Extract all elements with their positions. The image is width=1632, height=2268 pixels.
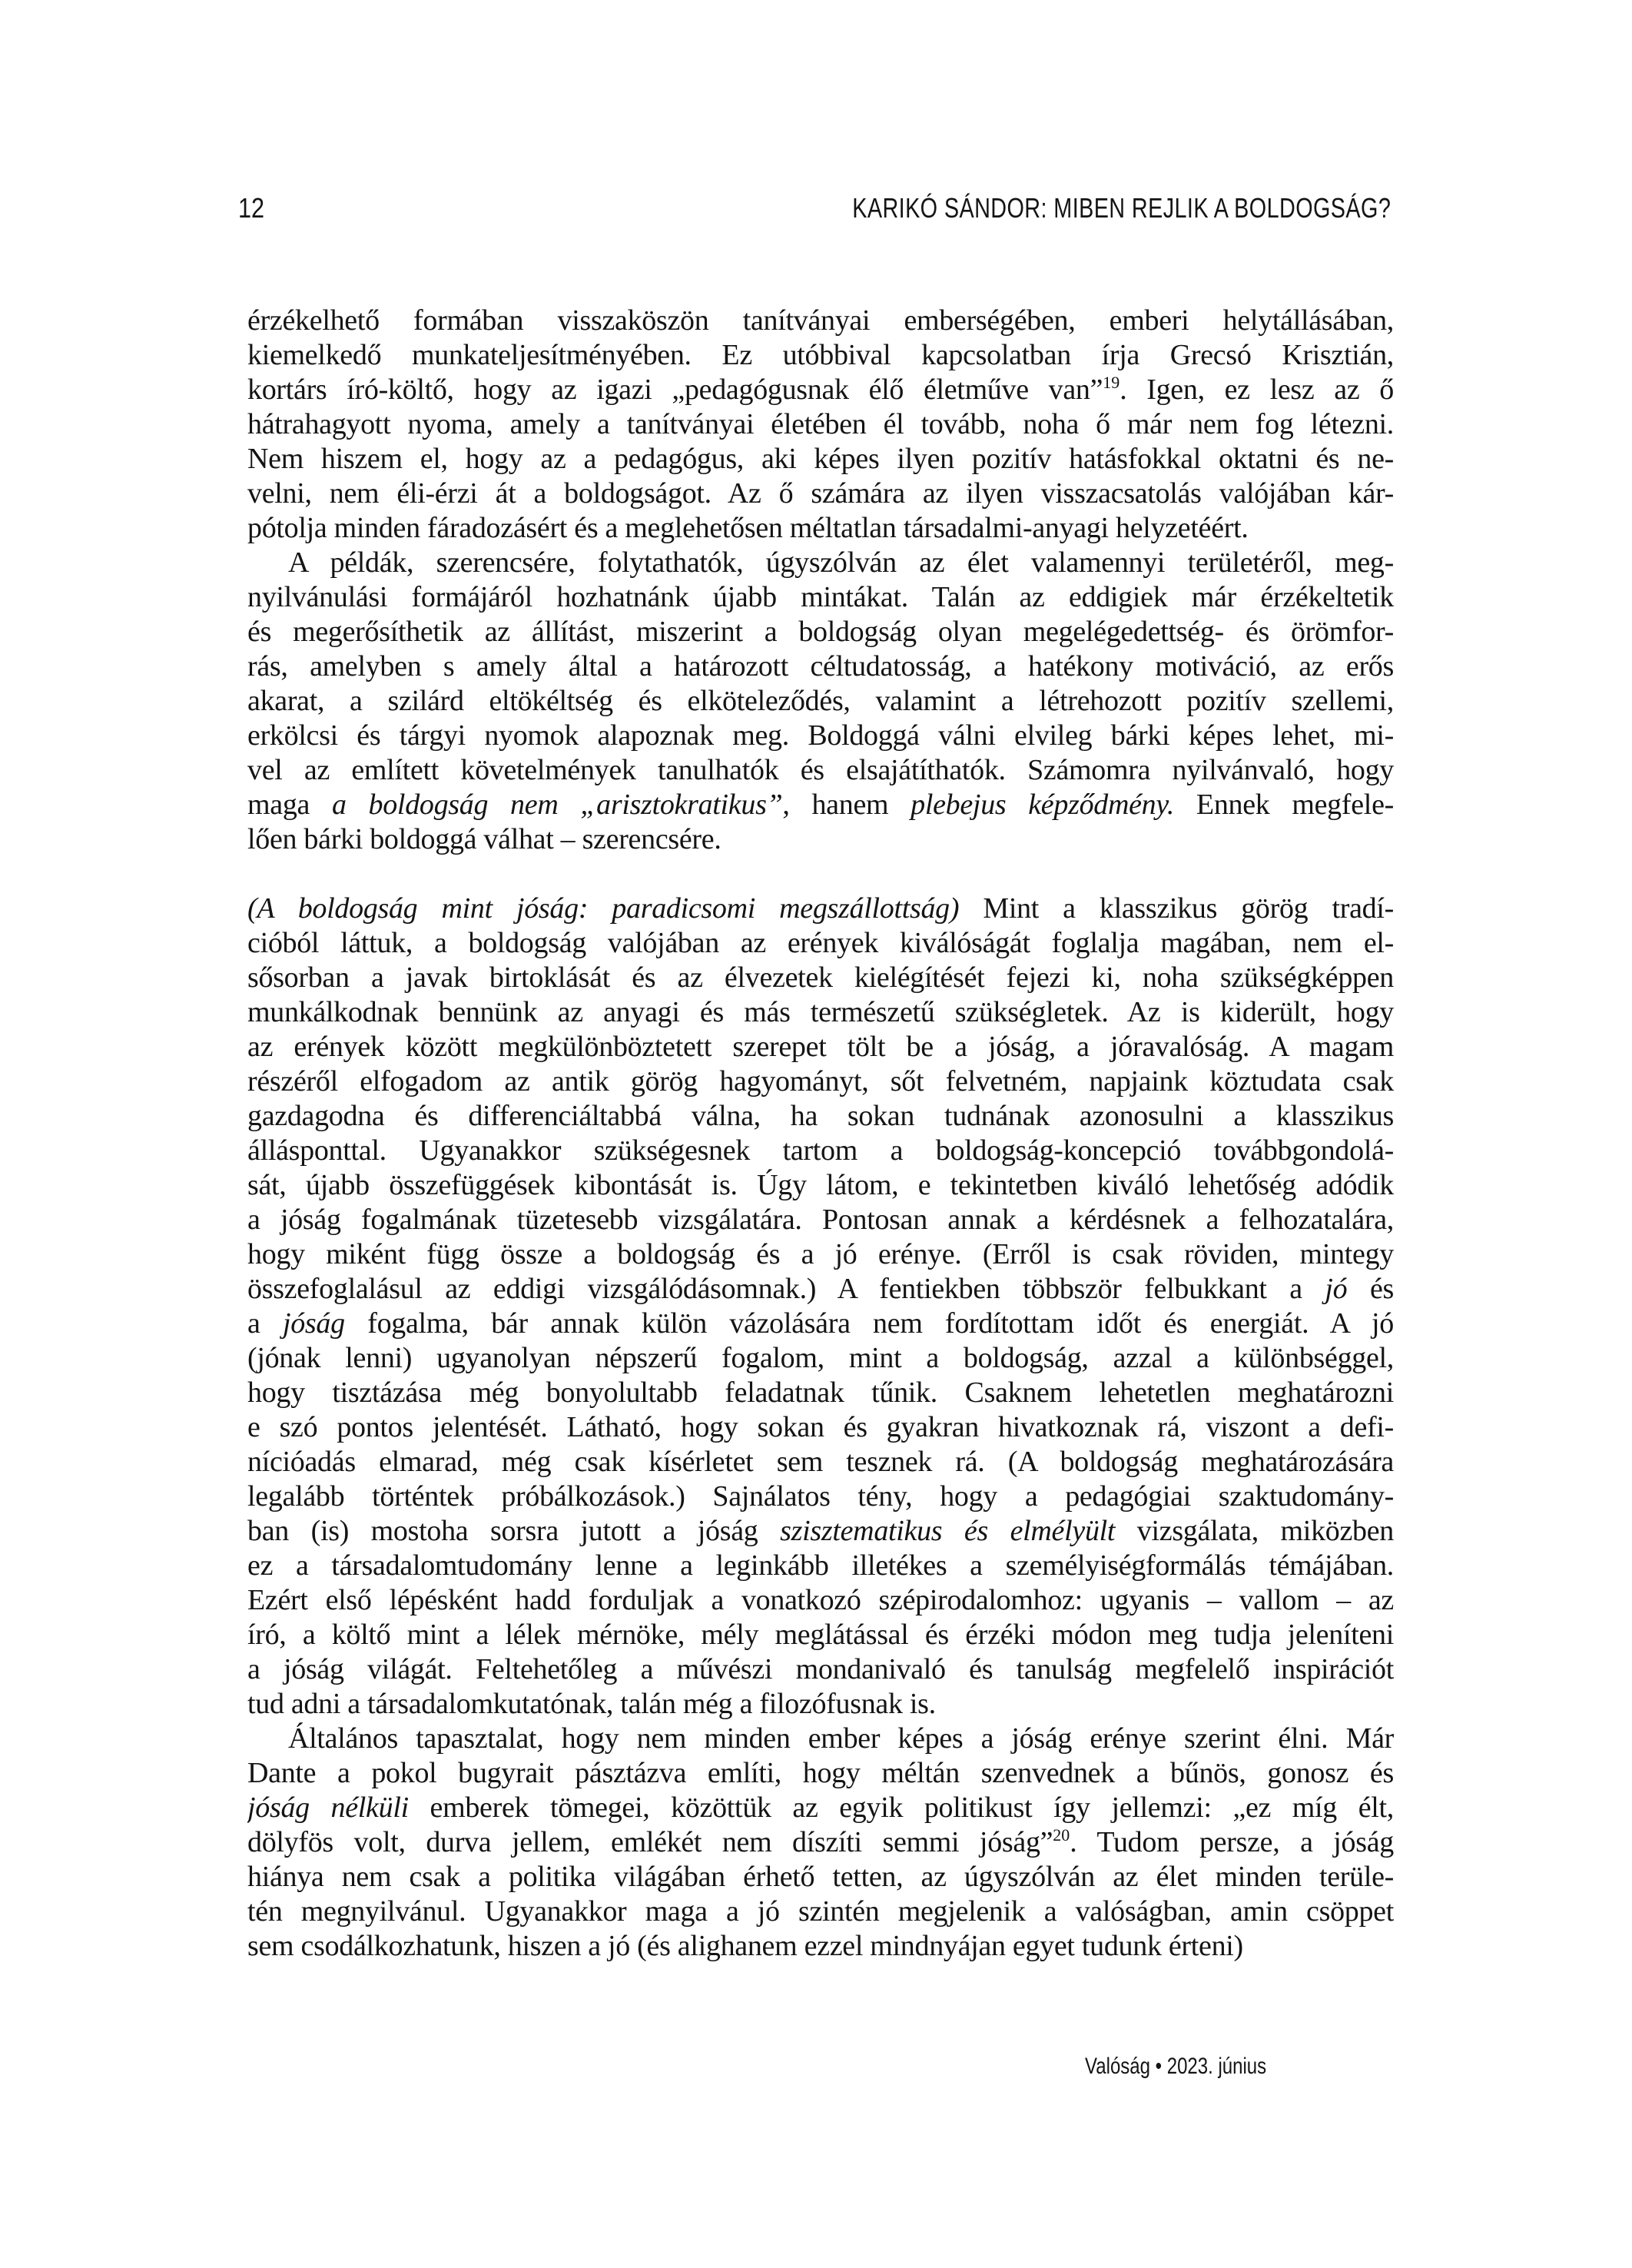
text-line: jóság nélküli emberek tömegei, közöttük az egyik politikust így jellemzi: „ez míg élt, (247, 1791, 1394, 1824)
text-line: velni, nem éli-érzi át a boldogságot. Az ő számára az ilyen visszacsatolás valójában kár- (247, 477, 1394, 510)
text-line: összefoglalásul az eddigi vizsgálódásomnak.) A fentiekben többször felbukkant a jó és (247, 1273, 1394, 1305)
paragraph (247, 892, 1394, 1722)
text-line: sősorban a javak birtoklását és az élvezetek kielégítését fejezi ki, noha szükségképpen (247, 961, 1394, 994)
text-line: akarat, a szilárd eltökéltség és elköteleződés, valamint a létrehozott pozitív szellemi, (247, 685, 1394, 717)
body-text (247, 304, 1394, 1964)
text-line: hogy miként függ össze a boldogság és a jó erénye. (Erről is csak röviden, mintegy (247, 1238, 1394, 1270)
text-line: (A boldogság mint jóság: paradicsomi megszállottság) Mint a klasszikus görög tradí- (247, 892, 1394, 925)
text-line: erkölcsi és tárgyi nyomok alapoznak meg. Boldoggá válni elvileg bárki képes lehet, mi- (247, 719, 1394, 752)
running-header-title: KARIKÓ SÁNDOR: MIBEN REJLIK A BOLDOGSÁG? (852, 192, 1391, 224)
text-line: az erények között megkülönböztetett szerepet tölt be a jóság, a jóravalóság. A magam (247, 1031, 1394, 1063)
text-line: rás, amelyben s amely által a határozott céltudatosság, a hatékony motiváció, az erős (247, 650, 1394, 682)
text-line: a jóság fogalma, bár annak külön vázolására nem fordítottam időt és energiát. A jó (247, 1307, 1394, 1340)
text-line: lően bárki boldoggá válhat – szerencsére. (247, 823, 721, 855)
text-line: részéről elfogadom az antik görög hagyományt, sőt felvetném, napjaink köztudata csak (247, 1065, 1394, 1097)
text-line: vel az említett követelmények tanulhatók és elsajátíthatók. Számomra nyilvánvaló, hogy (247, 754, 1394, 786)
text-line: sát, újabb összefüggések kibontását is. Úgy látom, e tekintetben kiváló lehetőség adódik (247, 1169, 1394, 1201)
text-line: kiemelkedő munkateljesítményében. Ez utóbbival kapcsolatban írja Grecsó Krisztián, (247, 339, 1394, 371)
text-line: Dante a pokol bugyrait pásztázva említi, hogy méltán szenvednek a bűnös, gonosz és (247, 1757, 1394, 1789)
text-line: Ezért első lépésként hadd forduljak a vonatkozó szépirodalomhoz: ugyanis – vallom – az (247, 1584, 1394, 1616)
text-line: érzékelhető formában visszaköszön tanítványai emberségében, emberi helytállásában, (247, 304, 1394, 337)
text-line: ban (is) mostoha sorsra jutott a jóság szisztematikus és elmélyült vizsgálata, miközben (247, 1515, 1394, 1547)
text-line: hiánya nem csak a politika világában érhető tetten, az úgyszólván az élet minden terüle- (247, 1861, 1394, 1893)
text-line: hogy tisztázása még bonyolultabb feladatnak tűnik. Csaknem lehetetlen meghatározni (247, 1376, 1394, 1409)
text-line: e szó pontos jelentését. Látható, hogy sokan és gyakran hivatkoznak rá, viszont a defi- (247, 1411, 1394, 1443)
text-line: dölyfös volt, durva jellem, emlékét nem díszíti semmi jóság”$^{20}$. Tudom persze, a jóság (247, 1825, 1394, 1858)
footer-journal-issue: Valóság • 2023. június (1084, 2054, 1266, 2079)
text-line: a jóság világát. Feltehetőleg a művészi mondanivaló és tanulság megfelelő inspirációt (247, 1653, 1394, 1685)
text-line: pótolja minden fáradozásért és a meglehetősen méltatlan társadalmi-anyagi helyzetéért. (247, 512, 1249, 544)
text-line: és megerősíthetik az állítást, miszerint a boldogság olyan megelégedettség- és örömfor- (247, 616, 1394, 648)
paragraph (247, 546, 1394, 857)
text-line: A példák, szerencsére, folytathatók, úgyszólván az élet valamennyi területéről, meg- (288, 546, 1394, 579)
text-line: nyilvánulási formájáról hozhatnánk újabb mintákat. Talán az eddigiek már érzékeltetik (247, 581, 1394, 613)
text-line: munkálkodnak bennünk az anyagi és más természetű szükségletek. Az is kiderült, hogy (247, 996, 1394, 1028)
text-line: Nem hiszem el, hogy az a pedagógus, aki képes ilyen pozitív hatásfokkal oktatni és ne- (247, 443, 1394, 475)
text-line: tén megnyilvánul. Ugyanakkor maga a jó szintén megjelenik a valóságban, amin csöppet (247, 1895, 1394, 1928)
text-line: (jónak lenni) ugyanolyan népszerű fogalom, mint a boldogság, azzal a különbséggel, (247, 1342, 1394, 1374)
text-line: a jóság fogalmának tüzetesebb vizsgálatára. Pontosan annak a kérdésnek a felhozatalára, (247, 1204, 1394, 1236)
text-line: Általános tapasztalat, hogy nem minden ember képes a jóság erénye szerint élni. Már (288, 1722, 1394, 1755)
text-line: kortárs író-költő, hogy az igazi „pedagógusnak élő életműve van”$^{19}$. Igen, ez lesz az ő (247, 373, 1394, 406)
paragraph (247, 304, 1394, 546)
text-line: gazdagodna és differenciáltabbá válna, ha sokan tudnának azonosulni a klasszikus (247, 1100, 1394, 1132)
text-line: hátrahagyott nyoma, amely a tanítványai életében él tovább, noha ő már nem fog létezni. (247, 408, 1394, 440)
text-line: cióból láttuk, a boldogság valójában az erények kiválóságát foglalja magában, nem el- (247, 927, 1394, 959)
text-line: maga a boldogság nem „arisztokratikus”, hanem plebejus képződmény. Ennek megfele- (247, 789, 1394, 821)
text-line: legalább történtek próbálkozások.) Sajnálatos tény, hogy a pedagógiai szaktudomány- (247, 1480, 1394, 1513)
text-line: állásponttal. Ugyanakkor szükségesnek tartom a boldogság-koncepció továbbgondolá- (247, 1134, 1394, 1167)
paragraph (247, 1722, 1394, 1964)
text-line: író, a költő mint a lélek mérnöke, mély meglátással és érzéki módon meg tudja jeleníteni (247, 1619, 1394, 1651)
text-line: ez a társadalomtudomány lenne a leginkább illetékes a személyiségformálás témájában. (247, 1549, 1394, 1582)
text-line: nícióadás elmarad, még csak kísérletet sem tesznek rá. (A boldogság meghatározására (247, 1446, 1394, 1478)
text-line: sem csodálkozhatunk, hiszen a jó (és alighanem ezzel mindnyájan egyet tudunk érteni) (247, 1930, 1243, 1962)
text-line: tud adni a társadalomkutatónak, talán még a filozófusnak is. (247, 1688, 936, 1720)
page-number: 12 (238, 192, 265, 224)
